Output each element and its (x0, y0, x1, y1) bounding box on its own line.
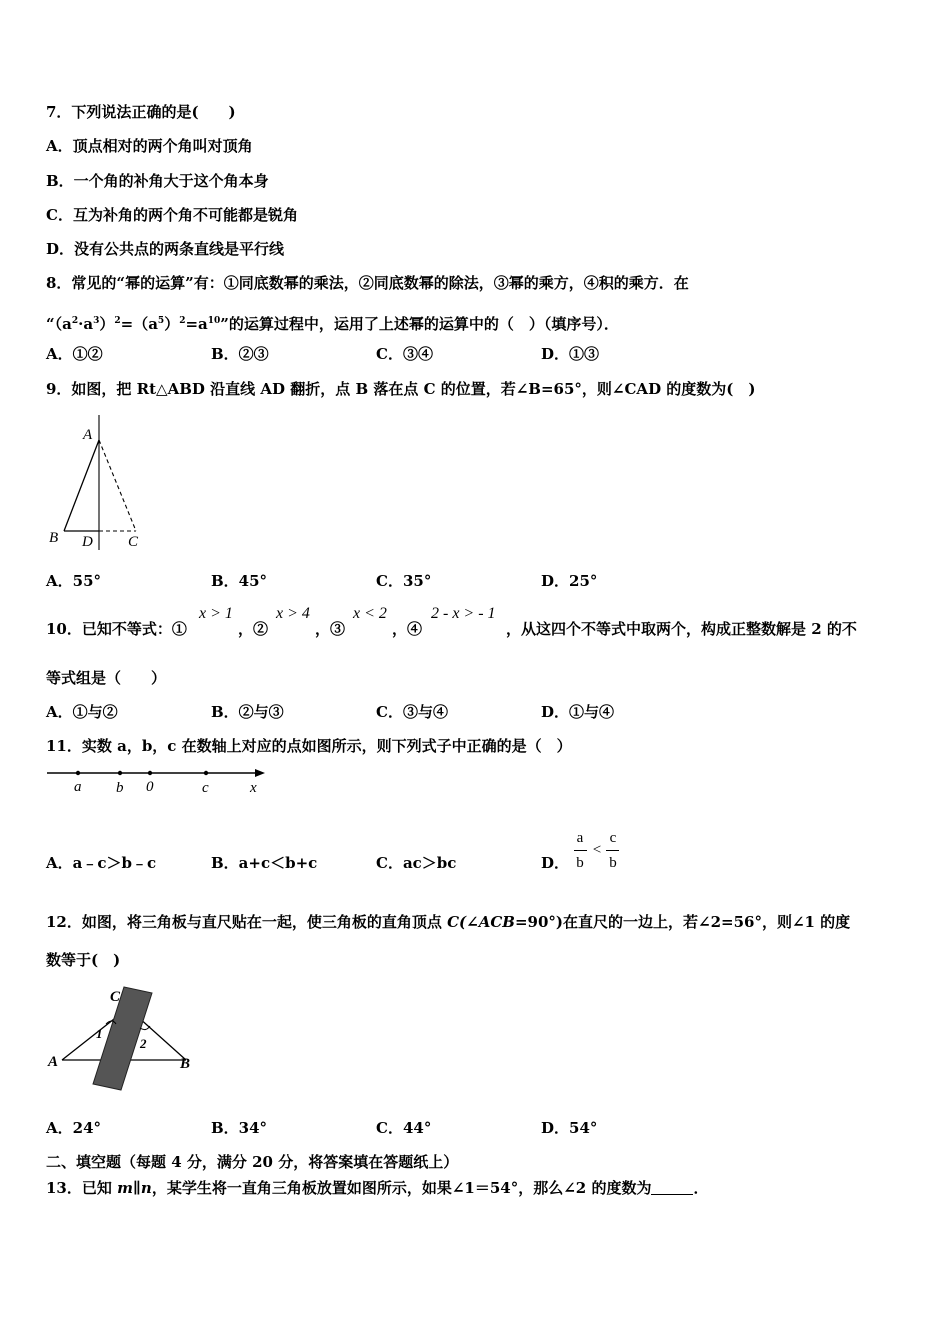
q10-inequality-3: x < 2 (353, 605, 387, 622)
q11-axis-label-b: b (116, 780, 124, 796)
q9-triangle-figure (44, 412, 154, 554)
q13-answer-blank[interactable] (651, 1180, 693, 1195)
q7-option-d: D．没有公共点的两条直线是平行线 (46, 240, 285, 258)
q7-option-c: C．互为补角的两个角不可能都是锐角 (46, 206, 298, 224)
q11-d-frac-left-bar (574, 850, 587, 851)
q12-stem-line2: 数等于( ) (46, 951, 121, 969)
q9-option-d: D．25° (541, 572, 598, 590)
q12-option-b: B．34° (211, 1119, 268, 1137)
q8-option-d: D．①③ (541, 345, 600, 363)
q12-option-a: A．24° (46, 1119, 102, 1137)
q11-d-frac-left-num: a (576, 830, 584, 846)
q12-stem-line1: 12．如图，将三角板与直尺贴在一起，使三角板的直角顶点 C(∠ACB=90°)在直尺的一边上，若∠2=56°，则∠1 的度 (46, 913, 851, 931)
q9-label-b: B (49, 530, 59, 546)
q10-option-d: D．①与④ (541, 703, 615, 721)
q10-option-c: C．③与④ (376, 703, 448, 721)
q12-label-angle-2: 2 (140, 1036, 147, 1051)
q7-stem: 7．下列说法正确的是( ) (46, 103, 236, 121)
q13-stem: 13．已知 m∥n，某学生将一直角三角板放置如图所示，如果∠1＝54°，那么∠2 的度数为 ． (46, 1179, 709, 1197)
section2-heading: 二、填空题（每题 4 分，满分 20 分，将答案填在答题纸上） (46, 1153, 459, 1171)
q12-ruler-triangle-figure (44, 984, 204, 1094)
q12-label-angle-1: 1 (96, 1026, 103, 1041)
q10-stem-suffix: ，从这四个不等式中取两个，构成正整数解是 2 的不 (506, 620, 857, 638)
q9-option-a: A．55° (46, 572, 102, 590)
q10-stem-prefix: 10．已知不等式：① (46, 620, 187, 638)
q11-d-frac-left-den: b (576, 855, 584, 871)
q12-option-c: C．44° (376, 1119, 432, 1137)
q9-label-d: D (82, 534, 93, 550)
q11-option-b: B．a+c＜b+c (211, 854, 318, 872)
q10-option-b: B．②与③ (211, 703, 284, 721)
q12-option-d: D．54° (541, 1119, 598, 1137)
q11-d-frac-right-bar (606, 850, 619, 851)
q9-option-c: C．35° (376, 572, 432, 590)
q10-sep-2: ，② (238, 620, 269, 638)
q11-axis-label-0: 0 (146, 779, 154, 795)
q8-option-c: C．③④ (376, 345, 433, 363)
q7-option-b: B．一个角的补角大于这个角本身 (46, 172, 269, 190)
q10-option-a: A．①与② (46, 703, 118, 721)
q8-stem-line1: 8．常见的“幂的运算”有：①同底数幂的乘法，②同底数幂的除法，③幂的乘方，④积的乘方．在 (46, 274, 689, 292)
q10-inequality-4: 2 - x > - 1 (431, 605, 496, 622)
q11-stem: 11．实数 a，b，c 在数轴上对应的点如图所示，则下列式子中正确的是（ ） (46, 737, 572, 755)
q9-label-c: C (128, 534, 139, 550)
q11-axis-label-x: x (250, 780, 257, 796)
q11-option-a: A．a﹣c＞b﹣c (46, 854, 157, 872)
q11-d-less-than: < (592, 842, 602, 858)
q9-option-b: B．45° (211, 572, 268, 590)
q10-inequality-2: x > 4 (276, 605, 310, 622)
q8-option-a: A．①② (46, 345, 103, 363)
q11-d-frac-right-den: b (609, 855, 617, 871)
q10-sep-3: ，③ (315, 620, 346, 638)
q11-number-line (44, 764, 270, 798)
q12-label-a: A (48, 1054, 59, 1070)
q10-stem-line2: 等式组是（ ） (46, 669, 167, 687)
q8-option-b: B．②③ (211, 345, 269, 363)
q10-sep-4: ，④ (392, 620, 423, 638)
q9-stem: 9．如图，把 Rt△ABD 沿直线 AD 翻折，点 B 落在点 C 的位置，若∠B=65°，则∠CAD 的度数为( ) (46, 380, 756, 398)
q12-label-b: B (180, 1056, 191, 1072)
q10-inequality-1: x > 1 (199, 605, 233, 622)
q8-stem-line2: “$(a^2\cdot a^3)^2=(a^5)^2=a^{10}$”的运算过程中，运用了上述幂的运算中的（ ）（填序号）． (46, 315, 619, 333)
q11-option-d: D． (541, 854, 570, 872)
q7-option-a: A．顶点相对的两个角叫对顶角 (46, 137, 253, 155)
q11-axis-label-c: c (202, 780, 209, 796)
q11-option-c: C．ac＞bc (376, 854, 457, 872)
q11-axis-label-a: a (74, 779, 82, 795)
q11-d-frac-right-num: c (609, 830, 617, 846)
number-line-arrow-icon (255, 769, 265, 777)
q12-label-c: C (110, 989, 121, 1005)
q9-label-a: A (83, 427, 93, 443)
